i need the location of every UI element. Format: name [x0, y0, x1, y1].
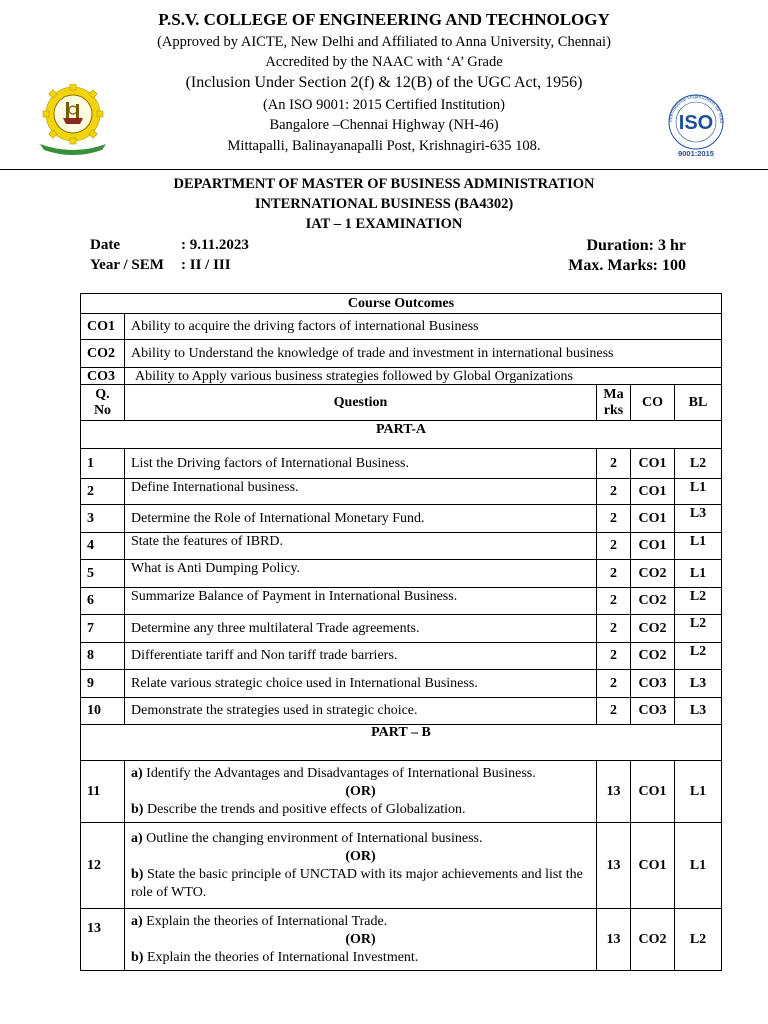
question-number: 7: [81, 615, 125, 643]
question-paper-table: [80, 293, 722, 971]
exam-title: IAT – 1 EXAMINATION: [305, 216, 463, 232]
question-number: 9: [81, 670, 125, 698]
question-marks: 2: [597, 505, 631, 533]
question-text: Determine any three multilateral Trade agreements.: [125, 615, 597, 643]
part-b-rows: [81, 761, 722, 971]
option-a-text: Identify the Advantages and Disadvantages of International Business.: [146, 765, 536, 781]
course-title: INTERNATIONAL BUSINESS (BA4302): [254, 196, 514, 212]
course-outcome-row: [81, 340, 722, 368]
question-marks: 13: [597, 909, 631, 971]
iso-logo-text: ISO: [678, 112, 714, 134]
date-value: : 9.11.2023: [181, 237, 249, 253]
question-text: Demonstrate the strategies used in strategic choice.: [125, 698, 597, 725]
question-marks: 2: [597, 670, 631, 698]
question-bl: L1: [675, 533, 722, 560]
part-a-header-row: [81, 421, 722, 449]
question-bl: L3: [675, 505, 722, 533]
option-b-label: b): [131, 866, 144, 882]
question-bl: L1: [675, 823, 722, 909]
question-bl: L2: [675, 449, 722, 479]
co-description: Ability to Understand the knowledge of trade and investment in international business: [125, 340, 722, 368]
question-marks: 2: [597, 560, 631, 588]
question-bl: L2: [675, 615, 722, 643]
table-row: [81, 823, 722, 909]
iso-logo-icon: [664, 94, 728, 158]
address-line: Mittapalli, Balinayanapalli Post, Krishnagiri-635 108.: [227, 138, 541, 154]
option-a-label: a): [131, 765, 143, 781]
question-number: 2: [81, 479, 125, 505]
option-b: [131, 801, 590, 819]
question-marks: 2: [597, 643, 631, 670]
question-text: [125, 761, 597, 823]
option-a-label: a): [131, 913, 143, 929]
question-co: CO1: [631, 479, 675, 505]
question-number: 8: [81, 643, 125, 670]
option-b-text: Describe the trends and positive effects of Globalization.: [146, 801, 466, 817]
question-marks: 2: [597, 698, 631, 725]
date-label: Date: [90, 237, 120, 253]
year-sem-label: Year / SEM: [90, 257, 164, 273]
question-number: 11: [81, 761, 125, 823]
table-row: [81, 670, 722, 698]
accreditation-line: Accredited by the NAAC with ‘A’ Grade: [265, 54, 503, 70]
table-row: [81, 505, 722, 533]
question-bl: L3: [675, 698, 722, 725]
table-row: [81, 560, 722, 588]
option-a: [131, 765, 590, 783]
iso-logo-sub: 9001:2015: [678, 149, 714, 158]
course-outcomes-title: Course Outcomes: [81, 294, 722, 314]
duration: Duration: 3 hr: [586, 237, 686, 254]
college-name: P.S.V. COLLEGE OF ENGINEERING AND TECHNOLOGY: [158, 10, 610, 29]
max-marks: Max. Marks: 100: [568, 257, 686, 274]
question-number: 5: [81, 560, 125, 588]
question-bl: L1: [675, 479, 722, 505]
question-marks: 2: [597, 479, 631, 505]
or-separator: (OR): [345, 931, 376, 947]
table-row: [81, 533, 722, 560]
question-co: CO3: [631, 670, 675, 698]
question-number: 10: [81, 698, 125, 725]
co-code: CO3: [81, 368, 125, 385]
table-row: [81, 698, 722, 725]
question-co: CO1: [631, 823, 675, 909]
question-co: CO1: [631, 761, 675, 823]
course-outcome-row: [81, 314, 722, 340]
part-a-title: PART-A: [81, 421, 722, 449]
table-row: [81, 588, 722, 615]
question-marks: 2: [597, 588, 631, 615]
option-b-text: Explain the theories of International Investment.: [146, 949, 419, 965]
question-co: CO1: [631, 505, 675, 533]
document-header: [0, 0, 768, 170]
or-separator: (OR): [345, 848, 376, 864]
question-bl: L1: [675, 560, 722, 588]
question-marks: 2: [597, 615, 631, 643]
question-co: CO2: [631, 588, 675, 615]
option-a-label: a): [131, 830, 143, 846]
header-divider: [0, 169, 768, 170]
approval-line: (Approved by AICTE, New Delhi and Affiliated to Anna University, Chennai): [157, 34, 611, 50]
or-separator: (OR): [345, 783, 376, 799]
question-text: Define International business.: [125, 479, 597, 505]
option-b-label: b): [131, 801, 144, 817]
question-co: CO3: [631, 698, 675, 725]
question-bl: L2: [675, 588, 722, 615]
option-b-label: b): [131, 949, 144, 965]
question-text: List the Driving factors of International Business.: [125, 449, 597, 479]
ugc-line: (Inclusion Under Section 2(f) & 12(B) of the UGC Act, 1956): [185, 74, 583, 91]
question-number: 13: [81, 909, 125, 971]
bl-header: BL: [675, 385, 722, 421]
question-header: Question: [125, 385, 597, 421]
question-text: Summarize Balance of Payment in International Business.: [125, 588, 597, 615]
college-logo-icon: [36, 84, 110, 156]
table-row: [81, 643, 722, 670]
department-title: DEPARTMENT OF MASTER OF BUSINESS ADMINISTRATION: [173, 176, 595, 192]
marks-header: Ma rks: [597, 385, 631, 421]
table-row: [81, 909, 722, 971]
question-marks: 13: [597, 761, 631, 823]
question-text: [125, 823, 597, 909]
question-number: 4: [81, 533, 125, 560]
option-b-text: State the basic principle of UNCTAD with its major achievements and list the role of WTO.: [131, 866, 583, 900]
question-bl: L1: [675, 761, 722, 823]
option-a-text: Explain the theories of International Trade.: [146, 913, 388, 929]
question-co: CO1: [631, 533, 675, 560]
option-a-text: Outline the changing environment of International business.: [146, 830, 483, 846]
question-text: Relate various strategic choice used in International Business.: [125, 670, 597, 698]
question-number: 6: [81, 588, 125, 615]
part-b-header-row: [81, 725, 722, 761]
option-b: [131, 866, 590, 902]
part-b-title: PART – B: [81, 725, 722, 761]
co-description: Ability to Apply various business strategies followed by Global Organizations: [125, 368, 722, 385]
question-text: [125, 909, 597, 971]
question-co: CO2: [631, 643, 675, 670]
qno-header: Q. No: [81, 385, 125, 421]
part-a-rows: [81, 449, 722, 725]
question-text: Differentiate tariff and Non tariff trade barriers.: [125, 643, 597, 670]
iso-ring-text: International Organization for Stan: [667, 94, 725, 124]
option-a: [131, 913, 590, 931]
table-row: [81, 479, 722, 505]
question-number: 12: [81, 823, 125, 909]
question-bl: L3: [675, 670, 722, 698]
year-sem-value: : II / III: [181, 257, 231, 273]
table-row: [81, 615, 722, 643]
question-marks: 2: [597, 533, 631, 560]
question-text: What is Anti Dumping Policy.: [125, 560, 597, 588]
course-outcome-row: [81, 368, 722, 385]
column-header-row: [81, 385, 722, 421]
course-outcomes-header-row: [81, 294, 722, 314]
question-number: 3: [81, 505, 125, 533]
question-co: CO2: [631, 560, 675, 588]
question-co: CO2: [631, 909, 675, 971]
highway-line: Bangalore –Chennai Highway (NH-46): [269, 117, 499, 133]
iso-certification-line: (An ISO 9001: 2015 Certified Institution): [262, 97, 506, 113]
co-description: Ability to acquire the driving factors of international Business: [125, 314, 722, 340]
co-code: CO1: [81, 314, 125, 340]
question-marks: 13: [597, 823, 631, 909]
question-text: Determine the Role of International Monetary Fund.: [125, 505, 597, 533]
question-bl: L2: [675, 909, 722, 971]
question-marks: 2: [597, 449, 631, 479]
table-row: [81, 761, 722, 823]
question-bl: L2: [675, 643, 722, 670]
table-row: [81, 449, 722, 479]
question-co: CO2: [631, 615, 675, 643]
option-b: [131, 949, 590, 967]
option-a: [131, 830, 590, 848]
co-code: CO2: [81, 340, 125, 368]
co-header: CO: [631, 385, 675, 421]
question-number: 1: [81, 449, 125, 479]
question-text: State the features of IBRD.: [125, 533, 597, 560]
question-co: CO1: [631, 449, 675, 479]
